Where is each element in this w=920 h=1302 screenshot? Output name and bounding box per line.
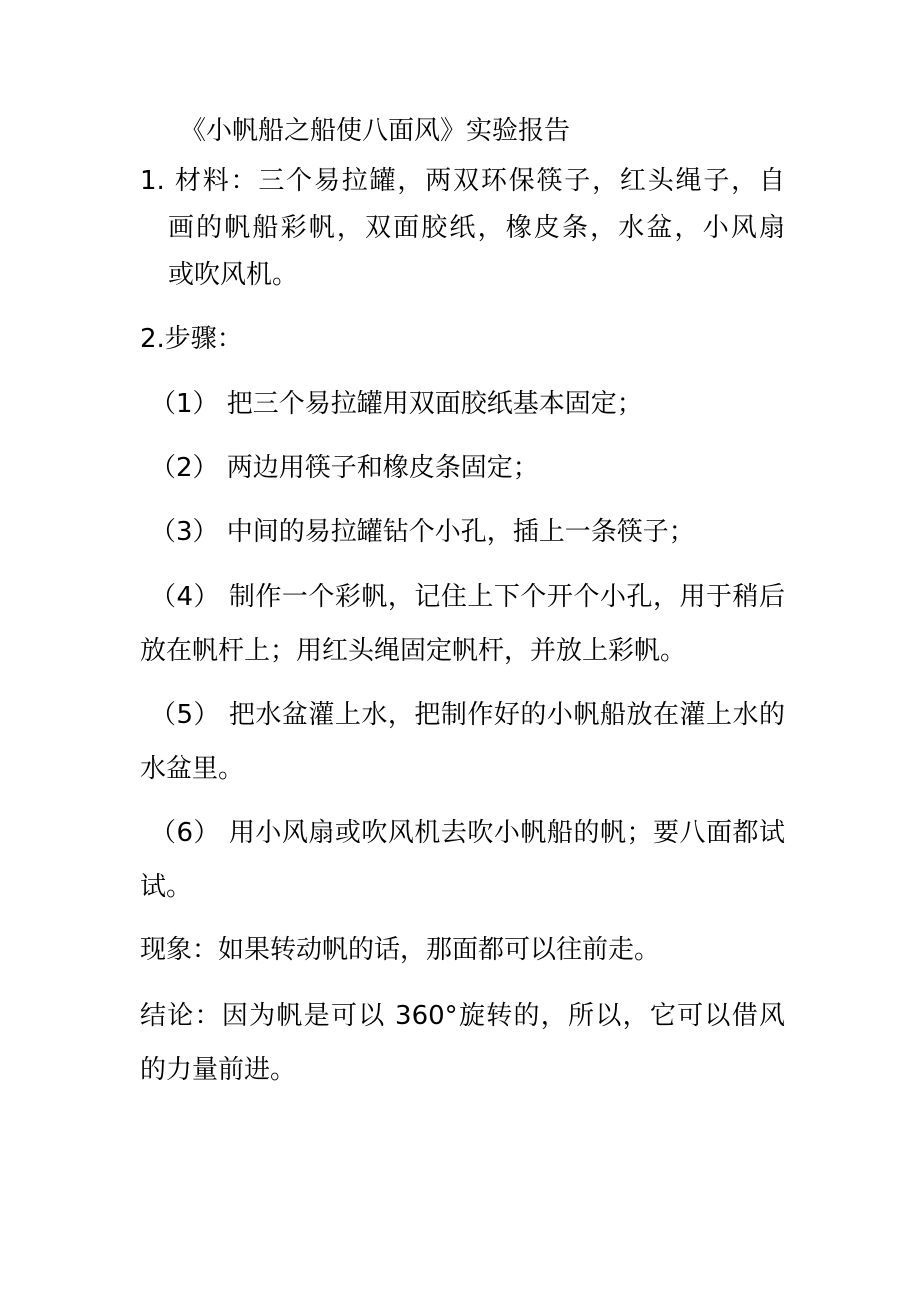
materials-line-2: 画的帆船彩帆，双面胶纸，橡皮条，水盆，小风扇 [168, 213, 785, 243]
step-6-line-1: （6） 用小风扇或吹风机去吹小帆船的帆；要八面都试 [150, 818, 785, 848]
phenomenon: 现象：如果转动帆的话，那面都可以往前走。 [140, 935, 661, 965]
steps-heading: 2.步骤： [140, 324, 243, 354]
report-title: 《小帆船之船使八面风》实验报告 [180, 116, 571, 146]
step-6-line-2: 试。 [140, 872, 193, 902]
step-4-line-1: （4） 制作一个彩帆，记住上下个开个小孔，用于稍后 [150, 582, 785, 612]
materials-line-1: 1. 材料：三个易拉罐，两双环保筷子，红头绳子，自 [140, 166, 785, 196]
step-1: （1） 把三个易拉罐用双面胶纸基本固定； [150, 389, 643, 419]
conclusion-line-2: 的力量前进。 [140, 1055, 297, 1085]
materials-line-3: 或吹风机。 [168, 260, 299, 290]
step-2: （2） 两边用筷子和橡皮条固定； [150, 453, 539, 483]
step-4-line-2: 放在帆杆上；用红头绳固定帆杆，并放上彩帆。 [140, 636, 687, 666]
step-5-line-1: （5） 把水盆灌上水，把制作好的小帆船放在灌上水的 [150, 700, 785, 730]
step-5-line-2: 水盆里。 [140, 754, 245, 784]
step-3: （3） 中间的易拉罐钻个小孔，插上一条筷子； [150, 517, 695, 547]
conclusion-line-1: 结论：因为帆是可以 360°旋转的，所以，它可以借风 [140, 1001, 785, 1031]
